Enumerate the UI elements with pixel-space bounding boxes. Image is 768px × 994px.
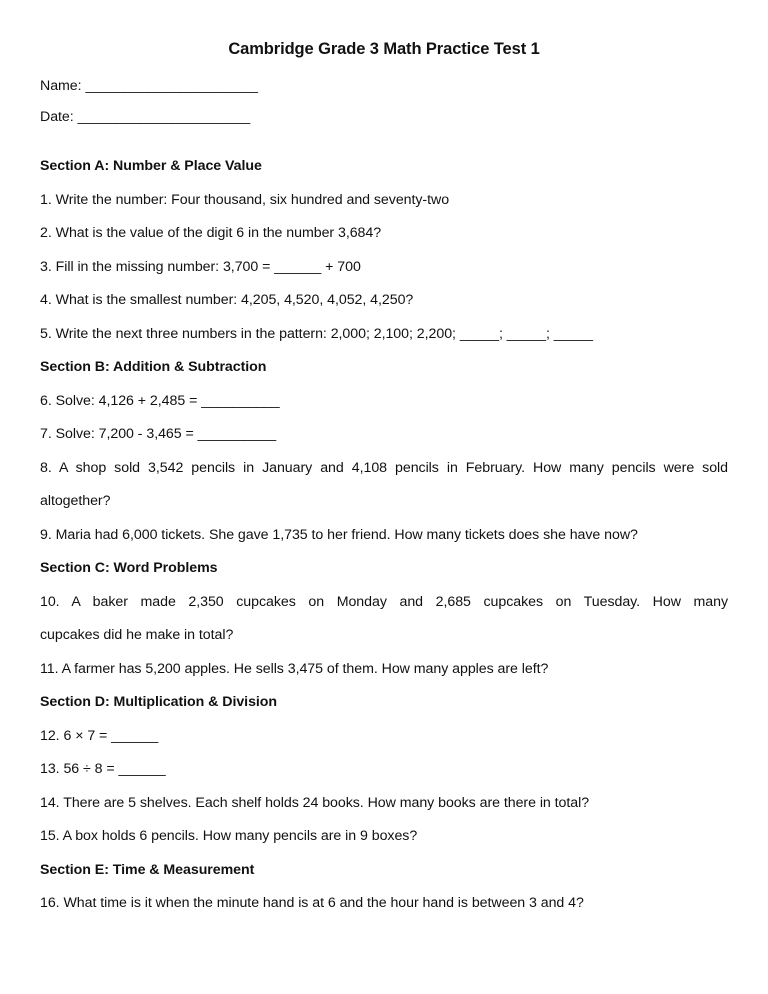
question-12: 12. 6 × 7 = ______: [40, 728, 159, 744]
question-2: 2. What is the value of the digit 6 in the number 3,684?: [40, 225, 382, 241]
question-10-line-2: cupcakes did he make in total?: [40, 627, 234, 643]
question-14: 14. There are 5 shelves. Each shelf holds 24 books. How many books are there in total?: [40, 795, 590, 811]
name-field: [40, 77, 258, 95]
name-label: Name:: [40, 78, 82, 94]
question-4: 4. What is the smallest number: 4,205, 4,520, 4,052, 4,250?: [40, 292, 414, 308]
question-8-line-2: altogether?: [40, 493, 111, 509]
section-b-heading: Section B: Addition & Subtraction: [40, 359, 267, 375]
section-d-heading: Section D: Multiplication & Division: [40, 694, 278, 710]
section-e-heading: Section E: Time & Measurement: [40, 862, 255, 878]
question-15: 15. A box holds 6 pencils. How many pencils are in 9 boxes?: [40, 828, 418, 844]
date-field: [40, 108, 250, 126]
question-8-line-1: 8. A shop sold 3,542 pencils in January and 4,108 pencils in February. How many pencils were sold: [40, 460, 728, 476]
page-title: Cambridge Grade 3 Math Practice Test 1: [228, 40, 540, 58]
question-7: 7. Solve: 7,200 - 3,465 = __________: [40, 426, 277, 442]
section-c-heading: Section C: Word Problems: [40, 560, 218, 576]
name-blank: ______________________: [85, 78, 258, 94]
question-3: 3. Fill in the missing number: 3,700 = ______ + 700: [40, 259, 361, 275]
question-6: 6. Solve: 4,126 + 2,485 = __________: [40, 393, 280, 409]
question-10-line-1: 10. A baker made 2,350 cupcakes on Monday and 2,685 cupcakes on Tuesday. How many: [40, 594, 728, 610]
question-13: 13. 56 ÷ 8 = ______: [40, 761, 166, 777]
question-11: 11. A farmer has 5,200 apples. He sells 3,475 of them. How many apples are left?: [40, 661, 549, 677]
question-5: 5. Write the next three numbers in the pattern: 2,000; 2,100; 2,200; _____; _____; _____: [40, 326, 593, 342]
question-1: 1. Write the number: Four thousand, six hundred and seventy-two: [40, 192, 450, 208]
date-label: Date:: [40, 109, 74, 125]
question-9: 9. Maria had 6,000 tickets. She gave 1,735 to her friend. How many tickets does she have now?: [40, 527, 638, 543]
section-a-heading: Section A: Number & Place Value: [40, 158, 262, 174]
date-blank: ______________________: [77, 109, 251, 125]
question-16: 16. What time is it when the minute hand is at 6 and the hour hand is between 3 and 4?: [40, 895, 584, 911]
